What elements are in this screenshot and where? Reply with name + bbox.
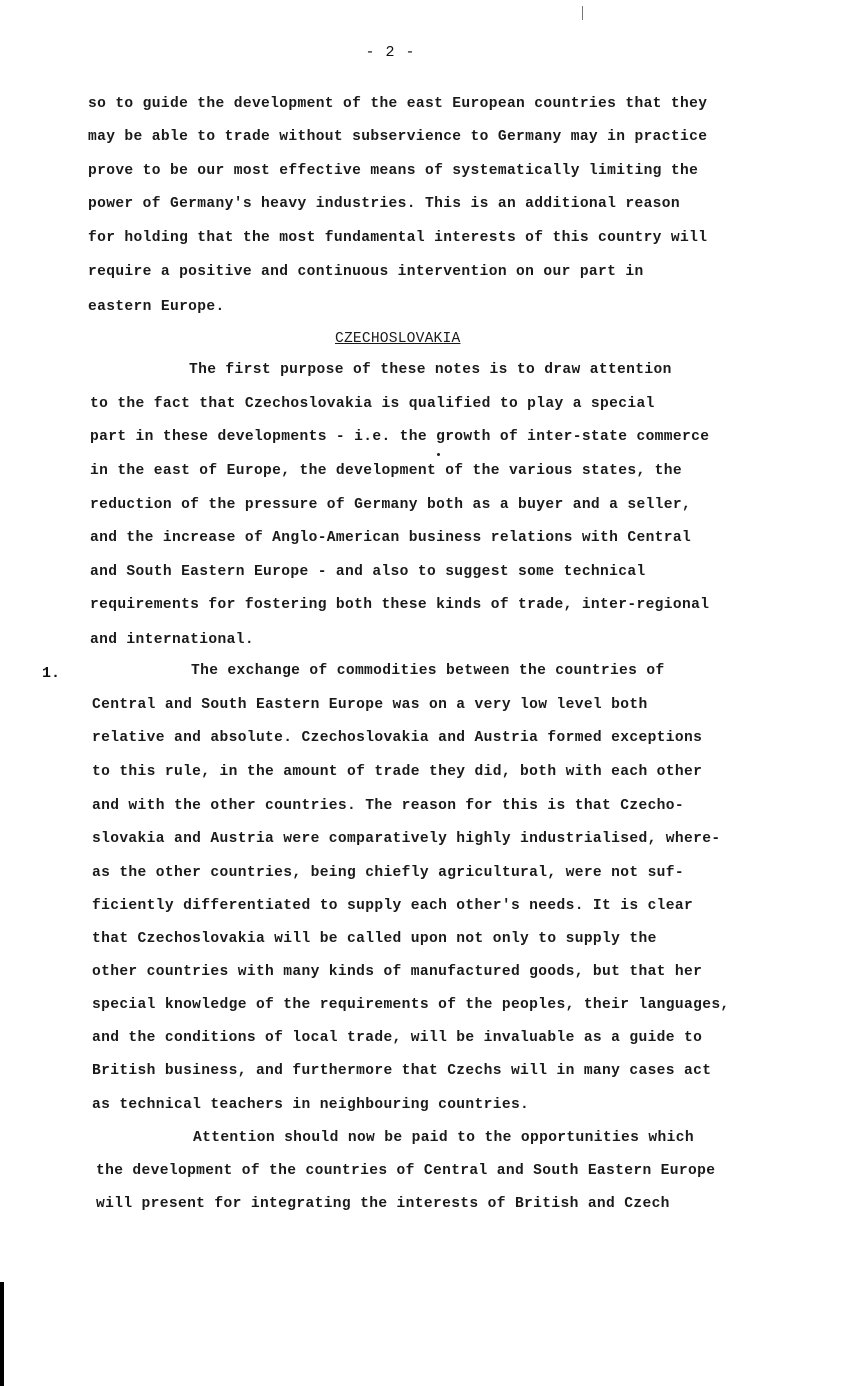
scan-edge-bar xyxy=(0,1282,4,1386)
page-number: - 2 - xyxy=(365,44,416,61)
text-line: so to guide the development of the east European countries that they xyxy=(88,96,708,112)
text-line: The exchange of commodities between the countries of xyxy=(191,663,665,679)
text-line: and with the other countries. The reason for this is that Czecho- xyxy=(92,798,684,814)
text-line: prove to be our most effective means of systematically limiting the xyxy=(88,163,699,179)
text-line: as the other countries, being chiefly agricultural, were not suf- xyxy=(92,865,684,881)
text-line: special knowledge of the requirements of the peoples, their languages, xyxy=(92,997,730,1013)
text-line: ficiently differentiated to supply each other's needs. It is clear xyxy=(92,898,694,914)
text-line: to the fact that Czechoslovakia is qualified to play a special xyxy=(90,396,655,412)
text-line: in the east of Europe, the development of the various states, the xyxy=(90,463,682,479)
scan-mark xyxy=(582,6,583,20)
text-line: slovakia and Austria were comparatively highly industrialised, where- xyxy=(92,831,721,847)
text-line: and the increase of Anglo-American business relations with Central xyxy=(90,530,692,546)
text-line: will present for integrating the interests of British and Czech xyxy=(96,1196,670,1212)
text-line: require a positive and continuous intervention on our part in xyxy=(88,264,644,280)
text-line: the development of the countries of Central and South Eastern Europe xyxy=(96,1163,716,1179)
section-heading: CZECHOSLOVAKIA xyxy=(335,331,461,347)
text-line: Central and South Eastern Europe was on a very low level both xyxy=(92,697,648,713)
text-line: eastern Europe. xyxy=(88,299,225,315)
text-line: for holding that the most fundamental interests of this country will xyxy=(88,230,708,246)
text-line: that Czechoslovakia will be called upon not only to supply the xyxy=(92,931,657,947)
paragraph-number: 1. xyxy=(42,665,61,682)
text-line: reduction of the pressure of Germany both as a buyer and a seller, xyxy=(90,497,692,513)
text-line: other countries with many kinds of manufactured goods, but that her xyxy=(92,964,703,980)
text-line: The first purpose of these notes is to draw attention xyxy=(189,362,672,378)
text-line: power of Germany's heavy industries. This is an additional reason xyxy=(88,196,680,212)
text-line: relative and absolute. Czechoslovakia and Austria formed exceptions xyxy=(92,730,703,746)
text-line: Attention should now be paid to the opportunities which xyxy=(193,1130,694,1146)
text-line: and South Eastern Europe - and also to suggest some technical xyxy=(90,564,646,580)
text-line: requirements for fostering both these kinds of trade, inter-regional xyxy=(90,597,710,613)
text-line: to this rule, in the amount of trade they did, both with each other xyxy=(92,764,703,780)
text-line: as technical teachers in neighbouring countries. xyxy=(92,1097,530,1113)
text-line: part in these developments - i.e. the growth of inter-state commerce xyxy=(90,429,710,445)
text-line: and the conditions of local trade, will be invaluable as a guide to xyxy=(92,1030,703,1046)
text-line: British business, and furthermore that Czechs will in many cases act xyxy=(92,1063,712,1079)
text-line: and international. xyxy=(90,632,254,648)
ink-speck xyxy=(437,453,440,456)
text-line: may be able to trade without subservience to Germany may in practice xyxy=(88,129,708,145)
